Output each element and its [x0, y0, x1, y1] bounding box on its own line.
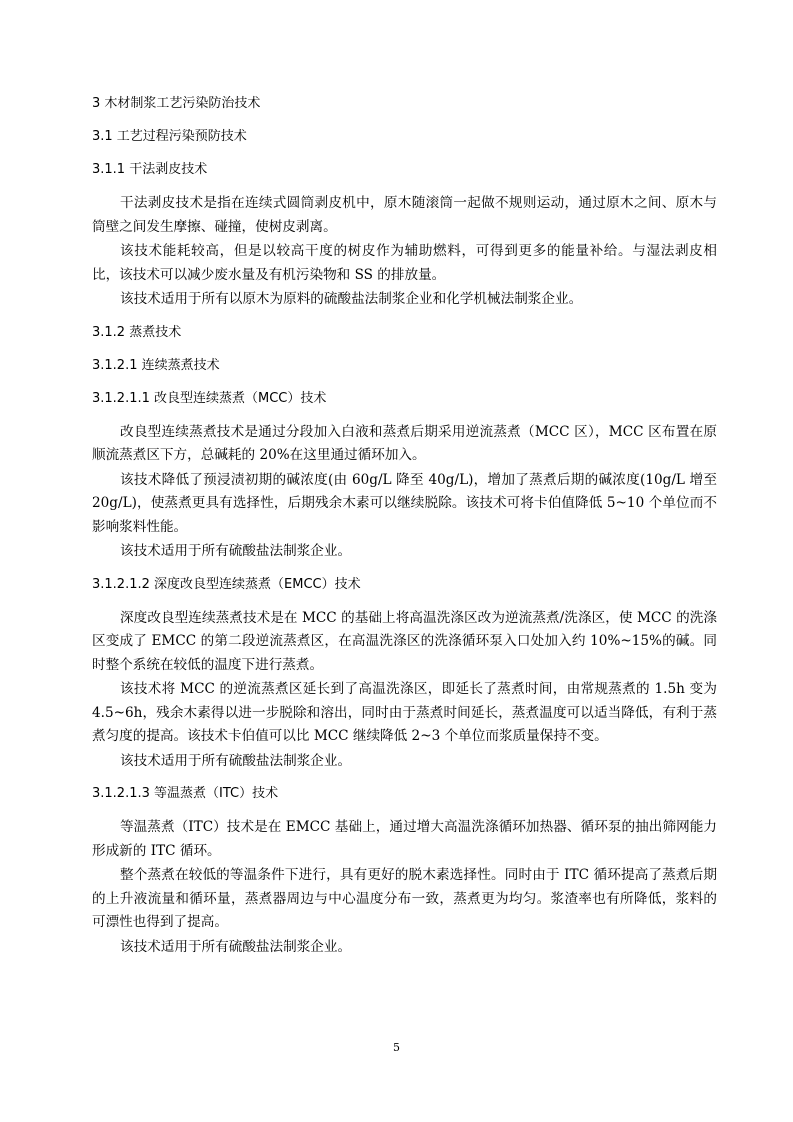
- section-body-emcc: [92, 607, 717, 774]
- section-heading-3-1-2-1: 3.1.2.1 连续蒸煮技术: [92, 357, 220, 373]
- section-heading-3-1-2-1-3: 3.1.2.1.3 等温蒸煮（ITC）技术: [92, 786, 279, 801]
- paragraph-dry-debarking-benefits: 该技术能耗较高，但是以较高干度的树皮作为辅助燃料，可得到更多的能量补给。与湿法剥皮相比，该技术可以减少废水量及有机污染物和 SS 的排放量。: [92, 243, 717, 283]
- section-body-mcc: [92, 421, 717, 564]
- section-heading-3-1: 3.1 工艺过程污染预防技术: [92, 129, 247, 144]
- paragraph-mcc-applicability: 该技术适用于所有硫酸盐法制浆企业。: [120, 543, 352, 559]
- paragraph-mcc-effects: 该技术降低了预浸渍初期的碱浓度(由 60g/L 降至 40g/L)，增加了蒸煮后期的碱浓度(10g/L 增至 20g/L)，使蒸煮更具有选择性，后期残余木素可以继续脱除。该技术可将卡伯值降低 5~10 个单位而不影响浆料性能。: [92, 471, 717, 535]
- section-heading-3-1-1: 3.1.1 干法剥皮技术: [92, 162, 208, 177]
- paragraph-emcc-effects: 该技术将 MCC 的逆流蒸煮区延长到了高温洗涤区，即延长了蒸煮时间，由常规蒸煮的 1.5h 变为 4.5~6h，残余木素得以进一步脱除和溶出，同时由于蒸煮时间延长，蒸煮温度可以适当降低，有利于蒸煮匀度的提高。该技术卡伯值可以比 MCC 继续降低 2~3 个单位而浆质量保持不变。: [92, 681, 717, 744]
- section-body-itc: [92, 816, 717, 959]
- paragraph-emcc-applicability: 该技术适用于所有硫酸盐法制浆企业。: [120, 752, 352, 769]
- page-content: [92, 93, 717, 969]
- paragraph-itc-definition: 等温蒸煮（ITC）技术是在 EMCC 基础上，通过增大高温洗涤循环加热器、循环泵的抽出筛网能力形成新的 ITC 循环。: [92, 819, 717, 859]
- paragraph-dry-debarking-applicability: 该技术适用于所有以原木为原料的硫酸盐法制浆企业和化学机械法制浆企业。: [120, 291, 583, 307]
- section-heading-3: 3 木材制浆工艺污染防治技术: [92, 96, 261, 111]
- paragraph-dry-debarking-definition: 干法剥皮技术是指在连续式圆筒剥皮机中，原木随滚筒一起做不规则运动，通过原木之间、原木与筒壁之间发生摩擦、碰撞，使树皮剥离。: [92, 195, 717, 235]
- paragraph-mcc-definition: 改良型连续蒸煮技术是通过分段加入白液和蒸煮后期采用逆流蒸煮（MCC 区），MCC 区布置在原顺流蒸煮区下方，总碱耗的 20%在这里通过循环加入。: [92, 423, 717, 463]
- section-heading-3-1-2: 3.1.2 蒸煮技术: [92, 324, 182, 340]
- paragraph-itc-effects: 整个蒸煮在较低的等温条件下进行，具有更好的脱木素选择性。同时由于 ITC 循环提高了蒸煮后期的上升液流量和循环量，蒸煮器周边与中心温度分布一致，蒸煮更为均匀。浆渣率也有所降低，浆料的可漂性也得到了提高。: [92, 867, 717, 930]
- paragraph-emcc-definition: 深度改良型连续蒸煮技术是在 MCC 的基础上将高温洗涤区改为逆流蒸煮/洗涤区，使 MCC 的洗涤区变成了 EMCC 的第二段逆流蒸煮区，在高温洗涤区的洗涤循环泵入口处加入约 10%~15%的碱。同时整个系统在较低的温度下进行蒸煮。: [92, 609, 717, 673]
- page-number: 5: [393, 1041, 400, 1054]
- section-heading-3-1-2-1-1: 3.1.2.1.1 改良型连续蒸煮（MCC）技术: [92, 390, 327, 406]
- section-body-3-1-1: [92, 192, 717, 312]
- section-heading-3-1-2-1-2: 3.1.2.1.2 深度改良型连续蒸煮（EMCC）技术: [92, 576, 361, 592]
- paragraph-itc-applicability: 该技术适用于所有硫酸盐法制浆企业。: [120, 938, 352, 955]
